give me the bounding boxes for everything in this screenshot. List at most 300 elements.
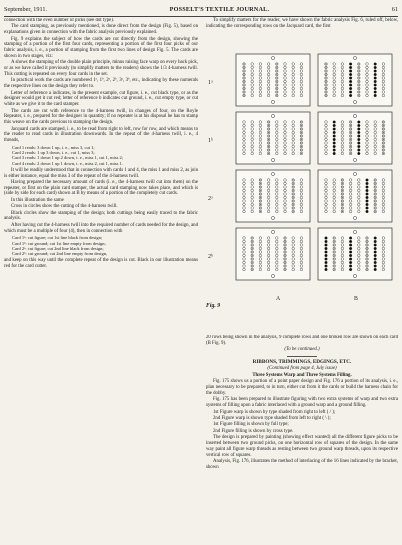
empty-hole [341,131,344,134]
empty-hole [292,87,295,90]
stamped-hole [349,247,352,250]
empty-hole [300,80,303,83]
empty-hole [259,131,262,134]
empty-hole [267,84,270,87]
empty-hole [292,240,295,243]
empty-hole [243,261,246,264]
stamped-hole [349,63,352,66]
stamped-hole [333,152,336,155]
empty-hole [259,258,262,261]
figure-9 [206,50,398,309]
empty-hole [276,138,279,141]
empty-hole [382,63,385,66]
empty-hole [325,182,328,185]
jacquard-card [318,112,392,164]
paragraph: connection with the even number of picks (see dot type). [4,18,115,23]
empty-hole [358,210,361,213]
empty-hole [259,80,262,83]
stamped-hole [374,94,377,97]
empty-hole [243,186,246,189]
empty-hole [284,152,287,155]
empty-hole [382,261,385,264]
empty-hole [243,138,246,141]
empty-hole [243,131,246,134]
empty-hole [284,200,287,203]
empty-hole [276,247,279,250]
empty-hole [284,186,287,189]
stamped-hole [358,128,361,131]
empty-hole [333,94,336,97]
empty-hole [251,124,254,127]
empty-hole [276,268,279,271]
empty-hole [341,258,344,261]
stamped-hole [333,149,336,152]
empty-hole [267,77,270,80]
empty-hole [349,210,352,213]
empty-hole [382,247,385,250]
empty-hole [325,200,328,203]
empty-hole [358,182,361,185]
card-row-label: 2ᵇ [208,254,213,260]
empty-hole [251,66,254,69]
empty-hole [259,94,262,97]
empty-hole [341,70,344,73]
empty-hole [341,142,344,145]
empty-hole [300,200,303,203]
empty-hole [366,152,369,155]
empty-hole [259,66,262,69]
stamped-hole [349,84,352,87]
empty-hole [276,207,279,210]
paragraph: In practical work the cards are numbered 1ᵃ, 1ᵇ, 2ᵃ, 2ᵇ, 3ᵃ, 3ᵇ, etc., indicating by these numerals the respective lines on the design they refer to. [4,78,198,90]
empty-hole [292,73,295,76]
empty-hole [267,73,270,76]
stamped-hole [374,251,377,254]
empty-hole [284,182,287,185]
empty-hole [292,91,295,94]
empty-hole [300,247,303,250]
empty-hole [292,149,295,152]
paragraph: 1st Figure warp is shown by type shaded from right to left ( / ); [213,409,336,415]
empty-hole [259,73,262,76]
empty-hole [300,189,303,192]
empty-hole [341,254,344,257]
empty-hole [259,237,262,240]
stamped-hole [374,84,377,87]
stamped-hole [349,70,352,73]
empty-hole [267,258,270,261]
empty-hole [284,196,287,199]
empty-hole [292,237,295,240]
empty-hole [251,196,254,199]
paragraph: Having prepared the necessary amount of cards (i. e., the 4-harness twill cut into them) on the repeater, or first on the plain card stamper, the actual card stamping now takes place, and which is (side by side for each card) shown at B by means of a portion of the completely cut cards. [4,179,198,197]
empty-hole [243,196,246,199]
empty-hole [333,179,336,182]
empty-hole [382,182,385,185]
empty-hole [276,128,279,131]
empty-hole [259,254,262,257]
stamped-hole [358,149,361,152]
card-list [12,145,198,166]
empty-hole [325,121,328,124]
stamped-hole [374,237,377,240]
empty-hole [358,240,361,243]
empty-hole [333,84,336,87]
stamped-hole [374,254,377,257]
stamped-hole [325,268,328,271]
stamped-hole [374,91,377,94]
empty-hole [333,200,336,203]
stamped-hole [366,200,369,203]
empty-hole [267,247,270,250]
empty-hole [243,258,246,261]
empty-hole [251,200,254,203]
stamped-hole [325,247,328,250]
card-row-label: 1ᵇ [208,138,213,144]
empty-hole [341,237,344,240]
empty-hole [259,265,262,268]
stamped-hole [333,138,336,141]
stamped-hole [374,63,377,66]
empty-hole [366,77,369,80]
empty-hole [341,265,344,268]
empty-hole [284,70,287,73]
stamped-hole [358,138,361,141]
empty-hole [251,145,254,148]
empty-hole [333,73,336,76]
empty-hole [366,66,369,69]
stamped-hole [358,142,361,145]
empty-hole [251,80,254,83]
empty-hole [259,247,262,250]
empty-hole [292,135,295,138]
empty-hole [267,254,270,257]
empty-hole [292,80,295,83]
empty-hole [276,135,279,138]
stamped-hole [374,66,377,69]
empty-hole [300,179,303,182]
empty-hole [243,179,246,182]
empty-hole [284,91,287,94]
card-list-2 [12,235,198,256]
empty-hole [382,66,385,69]
right-column-bottom [206,335,398,541]
empty-hole [259,128,262,131]
empty-hole [284,142,287,145]
empty-hole [374,149,377,152]
empty-hole [358,237,361,240]
empty-hole [243,244,246,247]
empty-hole [300,261,303,264]
empty-hole [251,91,254,94]
empty-hole [325,131,328,134]
empty-hole [382,237,385,240]
empty-hole [358,244,361,247]
empty-hole [300,240,303,243]
empty-hole [259,152,262,155]
empty-hole [251,189,254,192]
empty-hole [292,124,295,127]
empty-hole [325,196,328,199]
empty-hole [243,152,246,155]
empty-hole [243,128,246,131]
empty-hole [243,145,246,148]
stamped-hole [374,240,377,243]
empty-hole [341,87,344,90]
empty-hole [292,145,295,148]
empty-hole [333,186,336,189]
empty-hole [251,149,254,152]
paragraph: 1st Figure filling is shown by full type; [213,422,289,428]
empty-hole [259,84,262,87]
section-title: RIBBONS, TRIMMINGS, EDGINGS, ETC. [252,358,352,365]
empty-hole [333,80,336,83]
empty-hole [251,121,254,124]
stamped-hole [374,268,377,271]
empty-hole [284,66,287,69]
stamped-hole [349,87,352,90]
empty-hole [259,240,262,243]
empty-hole [382,258,385,261]
paragraph: In this illustration the same [11,197,64,203]
list-item: Card 2 reads: 1 up 3 down, i. e., cut 1, miss 3; [12,150,95,156]
empty-hole [325,203,328,206]
empty-hole [292,254,295,257]
empty-hole [358,251,361,254]
empty-hole [349,207,352,210]
empty-hole [292,121,295,124]
stamped-hole [333,135,336,138]
empty-hole [243,193,246,196]
stamped-hole [325,244,328,247]
empty-hole [333,210,336,213]
empty-hole [267,265,270,268]
card-row-label: 2ᵃ [208,196,213,202]
empty-hole [341,124,344,127]
empty-hole [284,73,287,76]
empty-hole [276,200,279,203]
empty-hole [284,84,287,87]
empty-hole [284,128,287,131]
jacquard-card [236,228,310,280]
empty-hole [276,251,279,254]
empty-hole [259,77,262,80]
empty-hole [358,254,361,257]
stamped-hole [366,186,369,189]
paragraph: The design is prepared by painting (showing effect wanted) all the different figure picks to be inserted between two ground picks, on one horizontal row of squares of the design. In the same way paint all figure warp threads as resting between two ground warp threads, upon its respective vertical row of squares. [206,435,398,458]
empty-hole [284,138,287,141]
empty-hole [267,182,270,185]
empty-hole [358,203,361,206]
stamped-hole [366,207,369,210]
empty-hole [243,200,246,203]
empty-hole [325,145,328,148]
empty-hole [284,149,287,152]
empty-hole [325,149,328,152]
stamped-hole [333,128,336,131]
empty-hole [325,193,328,196]
empty-hole [284,179,287,182]
empty-hole [333,189,336,192]
jacquard-card [318,170,392,222]
empty-hole [284,207,287,210]
empty-hole [276,149,279,152]
empty-hole [292,268,295,271]
empty-hole [267,70,270,73]
empty-hole [333,196,336,199]
empty-hole [325,186,328,189]
empty-hole [333,77,336,80]
empty-hole [382,91,385,94]
stamped-hole [349,94,352,97]
empty-hole [276,142,279,145]
empty-hole [366,80,369,83]
stamped-hole [366,179,369,182]
empty-hole [358,186,361,189]
stamped-hole [374,261,377,264]
empty-hole [374,131,377,134]
empty-hole [382,193,385,196]
section-subtitle: (Continued from page 4, July issue) [267,365,337,371]
empty-hole [243,237,246,240]
empty-hole [382,70,385,73]
stamped-hole [358,121,361,124]
empty-hole [366,87,369,90]
empty-hole [243,265,246,268]
jacquard-card [318,54,392,106]
right-column-top [206,18,398,30]
figure-caption: Fig. 9 [206,303,221,309]
empty-hole [358,193,361,196]
empty-hole [349,200,352,203]
empty-hole [251,128,254,131]
empty-hole [300,91,303,94]
empty-hole [292,265,295,268]
paragraph: 20 rows being shown in the analysis, 9 complete rows and one broken row are shown on each card (B Fig. 9). [206,335,398,346]
stamped-hole [349,73,352,76]
empty-hole [284,189,287,192]
stamped-hole [349,66,352,69]
empty-hole [259,135,262,138]
empty-hole [243,182,246,185]
empty-hole [276,261,279,264]
empty-hole [259,70,262,73]
paragraph: The cards are cut with reference to the 4-harness twill, in changes of four, on the Royle Repeater, i. e., prepared for the designer in quantity; if no repeater is at his disposal he has to stamp this weave on the cards previous to stamping the design. [4,108,198,126]
empty-hole [341,268,344,271]
empty-hole [267,240,270,243]
stamped-hole [349,77,352,80]
empty-hole [251,94,254,97]
stamped-hole [374,80,377,83]
empty-hole [259,251,262,254]
list-item: Card 4 reads: 2 down 1 up 1 down, i. e., miss 2, cut 1, miss 1. [12,160,123,166]
paragraph: The card stamping, as previously mentioned, is done direct from the design (Fig. 5), based on explanations given in connection with the fabric analysis previously explained. [4,24,198,36]
stamped-hole [374,265,377,268]
empty-hole [243,254,246,257]
empty-hole [300,210,303,213]
empty-hole [382,196,385,199]
empty-hole [243,121,246,124]
empty-hole [292,152,295,155]
empty-hole [349,189,352,192]
empty-hole [284,121,287,124]
empty-hole [366,121,369,124]
empty-hole [292,261,295,264]
empty-hole [349,203,352,206]
empty-hole [333,193,336,196]
empty-hole [251,63,254,66]
empty-hole [243,268,246,271]
jacquard-cards-diagram [206,50,398,295]
stamped-hole [349,268,352,271]
journal-title: POSSELT'S TEXTILE JOURNAL. [169,5,270,13]
empty-hole [382,203,385,206]
empty-hole [259,261,262,264]
empty-hole [349,186,352,189]
empty-hole [284,210,287,213]
empty-hole [300,70,303,73]
empty-hole [300,84,303,87]
empty-hole [300,258,303,261]
paragraph: Analysis, Fig. 176, illustrates the method of interlacing of the 16 lines indicated by the bracket, shown [206,458,398,470]
list-item: Card 1 reads: 3 down 1 up, i. e., miss 3, cut 1; [12,144,95,150]
empty-hole [300,244,303,247]
jacquard-card [236,112,310,164]
empty-hole [366,131,369,134]
empty-hole [358,200,361,203]
empty-hole [292,244,295,247]
stamped-hole [358,131,361,134]
empty-hole [276,240,279,243]
empty-hole [366,149,369,152]
empty-hole [341,77,344,80]
empty-hole [267,237,270,240]
empty-hole [292,70,295,73]
empty-hole [251,179,254,182]
stamped-hole [366,189,369,192]
empty-hole [259,145,262,148]
empty-hole [382,77,385,80]
stamped-hole [358,145,361,148]
stamped-hole [325,254,328,257]
empty-hole [267,200,270,203]
empty-hole [325,138,328,141]
empty-hole [276,258,279,261]
empty-hole [325,152,328,155]
empty-hole [333,63,336,66]
empty-hole [292,247,295,250]
empty-hole [325,210,328,213]
empty-hole [284,203,287,206]
empty-hole [243,142,246,145]
stamped-hole [374,87,377,90]
empty-hole [267,186,270,189]
empty-hole [341,73,344,76]
empty-hole [300,66,303,69]
empty-hole [382,94,385,97]
stamped-hole [325,258,328,261]
jacquard-card [318,228,392,280]
empty-hole [284,63,287,66]
empty-hole [341,84,344,87]
empty-hole [276,237,279,240]
empty-hole [374,121,377,124]
empty-hole [300,193,303,196]
empty-hole [366,124,369,127]
empty-hole [276,210,279,213]
empty-hole [284,145,287,148]
stamped-hole [325,261,328,264]
